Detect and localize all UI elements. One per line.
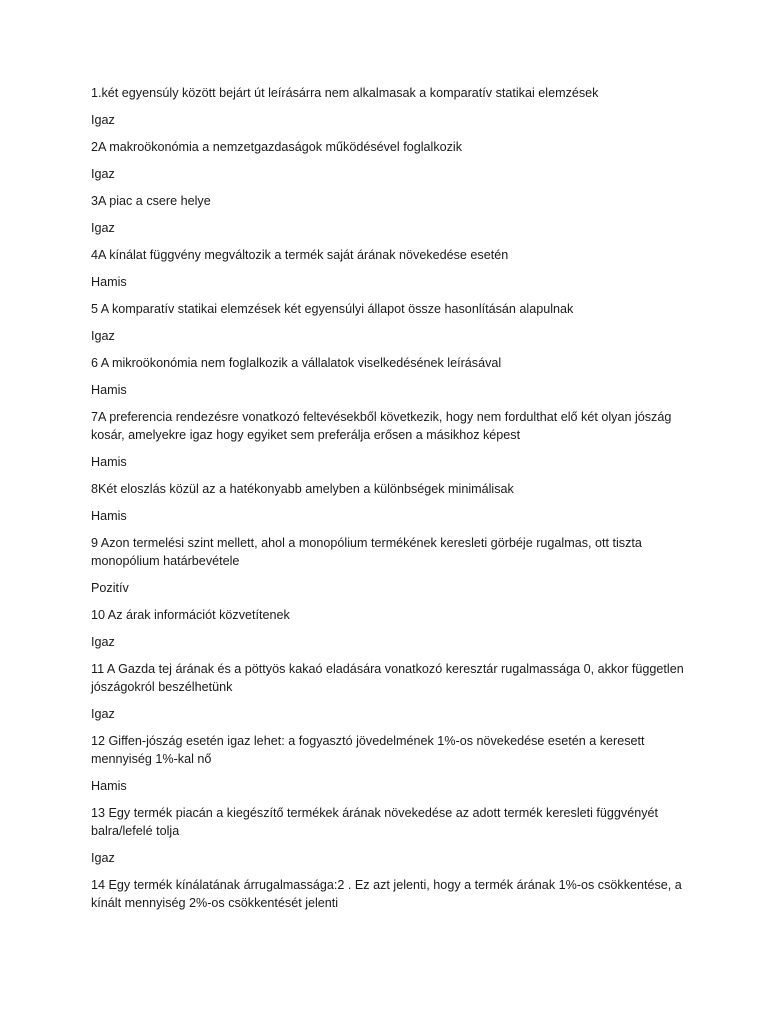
answer-text: Igaz — [91, 221, 115, 235]
answer-text: Pozitív — [91, 581, 129, 595]
answer-text: Hamis — [91, 275, 127, 289]
question-text: 4A kínálat függvény megváltozik a termék saját árának növekedése esetén — [91, 248, 509, 262]
question-text: 11 A Gazda tej árának és a pöttyös kakaó eladására vonatkozó keresztár rugalmassága 0, akkor független jószágokról beszélhetünk — [91, 662, 684, 694]
answer-text: Igaz — [91, 113, 115, 127]
qa-item-3 — [91, 192, 691, 237]
qa-item-13 — [91, 804, 691, 867]
answer-text: Igaz — [91, 707, 115, 721]
question-text: 12 Giffen-jószág esetén igaz lehet: a fogyasztó jövedelmének 1%-os növekedése esetén a keresett mennyiség 1%-kal nő — [91, 734, 645, 766]
qa-item-14 — [91, 876, 691, 912]
qa-item-1 — [91, 84, 691, 129]
question-text: 8Két eloszlás közül az a hatékonyabb amelyben a különbségek minimálisak — [91, 482, 514, 496]
answer-text: Hamis — [91, 455, 127, 469]
question-text: 14 Egy termék kínálatának árrugalmassága:2 . Ez azt jelenti, hogy a termék árának 1%-os csökkentése, a kínált mennyiség 2%-os csökkentését jelenti — [91, 878, 682, 910]
answer-text: Igaz — [91, 329, 115, 343]
answer-text: Igaz — [91, 635, 115, 649]
question-text: 3A piac a csere helye — [91, 194, 211, 208]
qa-item-11 — [91, 660, 691, 723]
answer-text: Hamis — [91, 509, 127, 523]
question-text: 13 Egy termék piacán a kiegészítő termékek árának növekedése az adott termék keresleti függvényét balra/lefelé tolja — [91, 806, 659, 838]
qa-item-12 — [91, 732, 691, 795]
qa-item-8 — [91, 480, 691, 525]
qa-item-2 — [91, 138, 691, 183]
qa-item-7 — [91, 408, 691, 471]
document-page — [91, 84, 691, 921]
qa-item-6 — [91, 354, 691, 399]
answer-text: Igaz — [91, 851, 115, 865]
question-text: 6 A mikroökonómia nem foglalkozik a vállalatok viselkedésének leírásával — [91, 356, 502, 370]
question-text: 9 Azon termelési szint mellett, ahol a monopólium termékének keresleti görbéje rugalmas, ott tiszta monopólium határbevétele — [91, 536, 642, 568]
answer-text: Igaz — [91, 167, 115, 181]
question-text: 10 Az árak információt közvetítenek — [91, 608, 290, 622]
question-text: 5 A komparatív statikai elemzések két egyensúlyi állapot össze hasonlításán alapulnak — [91, 302, 574, 316]
question-text: 7A preferencia rendezésre vonatkozó feltevésekből következik, hogy nem fordulthat elő két olyan jószág kosár, amelyekre igaz hogy egyiket sem preferálja erősen a másikhoz képest — [91, 410, 672, 442]
qa-item-9 — [91, 534, 691, 597]
answer-text: Hamis — [91, 383, 127, 397]
qa-item-10 — [91, 606, 691, 651]
qa-item-4 — [91, 246, 691, 291]
answer-text: Hamis — [91, 779, 127, 793]
question-text: 2A makroökonómia a nemzetgazdaságok működésével foglalkozik — [91, 140, 463, 154]
qa-item-5 — [91, 300, 691, 345]
question-text: 1.két egyensúly között bejárt út leírásárra nem alkalmasak a komparatív statikai elemzések — [91, 86, 599, 100]
